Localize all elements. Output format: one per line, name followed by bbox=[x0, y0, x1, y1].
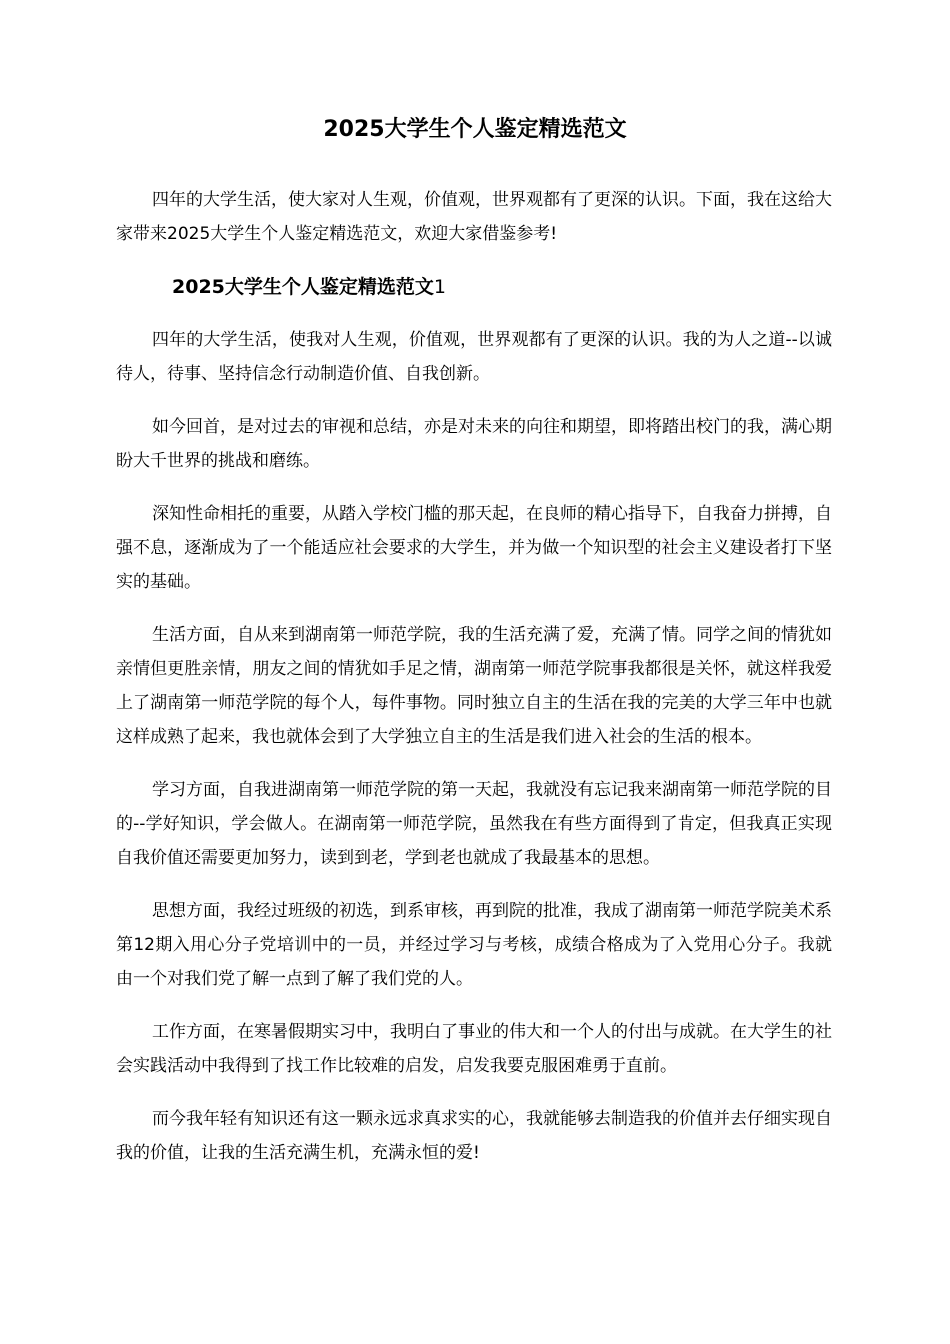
document-body bbox=[116, 183, 832, 1189]
section-heading-text: 2025大学生个人鉴定精选范文 bbox=[172, 276, 434, 298]
section-heading bbox=[116, 270, 832, 304]
body-paragraph: 深知性命相托的重要，从踏入学校门槛的那天起，在良师的精心指导下，自我奋力拼搏，自强不息，逐渐成为了一个能适应社会要求的大学生，并为做一个知识型的社会主义建设者打下坚实的基础。 bbox=[116, 504, 832, 592]
body-paragraph: 思想方面，我经过班级的初选，到系审核，再到院的批准，我成了湖南第一师范学院美术系第12期入用心分子党培训中的一员，并经过学习与考核，成绩合格成为了入党用心分子。我就由一个对我们党了解一点到了解了我们党的人。 bbox=[116, 901, 832, 989]
document-title: 2025大学生个人鉴定精选范文 bbox=[323, 117, 627, 142]
body-paragraph: 而今我年轻有知识还有这一颗永远求真求实的心，我就能够去制造我的价值并去仔细实现自我的价值，让我的生活充满生机，充满永恒的爱! bbox=[116, 1109, 832, 1163]
body-paragraph: 工作方面，在寒暑假期实习中，我明白了事业的伟大和一个人的付出与成就。在大学生的社会实践活动中我得到了找工作比较难的启发，启发我要克服困难勇于直前。 bbox=[116, 1022, 832, 1076]
intro-paragraph: 四年的大学生活，使大家对人生观，价值观，世界观都有了更深的认识。下面，我在这给大家带来2025大学生个人鉴定精选范文，欢迎大家借鉴参考! bbox=[116, 190, 832, 244]
body-paragraph: 学习方面，自我进湖南第一师范学院的第一天起，我就没有忘记我来湖南第一师范学院的目的--学好知识，学会做人。在湖南第一师范学院，虽然我在有些方面得到了肯定，但我真正实现自我价值还需要更加努力，读到到老，学到老也就成了我最基本的思想。 bbox=[116, 780, 832, 868]
body-paragraph: 生活方面，自从来到湖南第一师范学院，我的生活充满了爱，充满了情。同学之间的情犹如亲情但更胜亲情，朋友之间的情犹如手足之情，湖南第一师范学院事我都很是关怀，就这样我爱上了湖南第一师范学院的每个人，每件事物。同时独立自主的生活在我的完美的大学三年中也就这样成熟了起来，我也就体会到了大学独立自主的生活是我们进入社会的生活的根本。 bbox=[116, 625, 832, 747]
body-paragraph: 如今回首，是对过去的审视和总结，亦是对未来的向往和期望，即将踏出校门的我，满心期盼大千世界的挑战和磨练。 bbox=[116, 417, 832, 471]
body-paragraph: 四年的大学生活，使我对人生观，价值观，世界观都有了更深的认识。我的为人之道--以诚待人，待事、坚持信念行动制造价值、自我创新。 bbox=[116, 330, 832, 384]
section-heading-number: 1 bbox=[433, 276, 446, 298]
